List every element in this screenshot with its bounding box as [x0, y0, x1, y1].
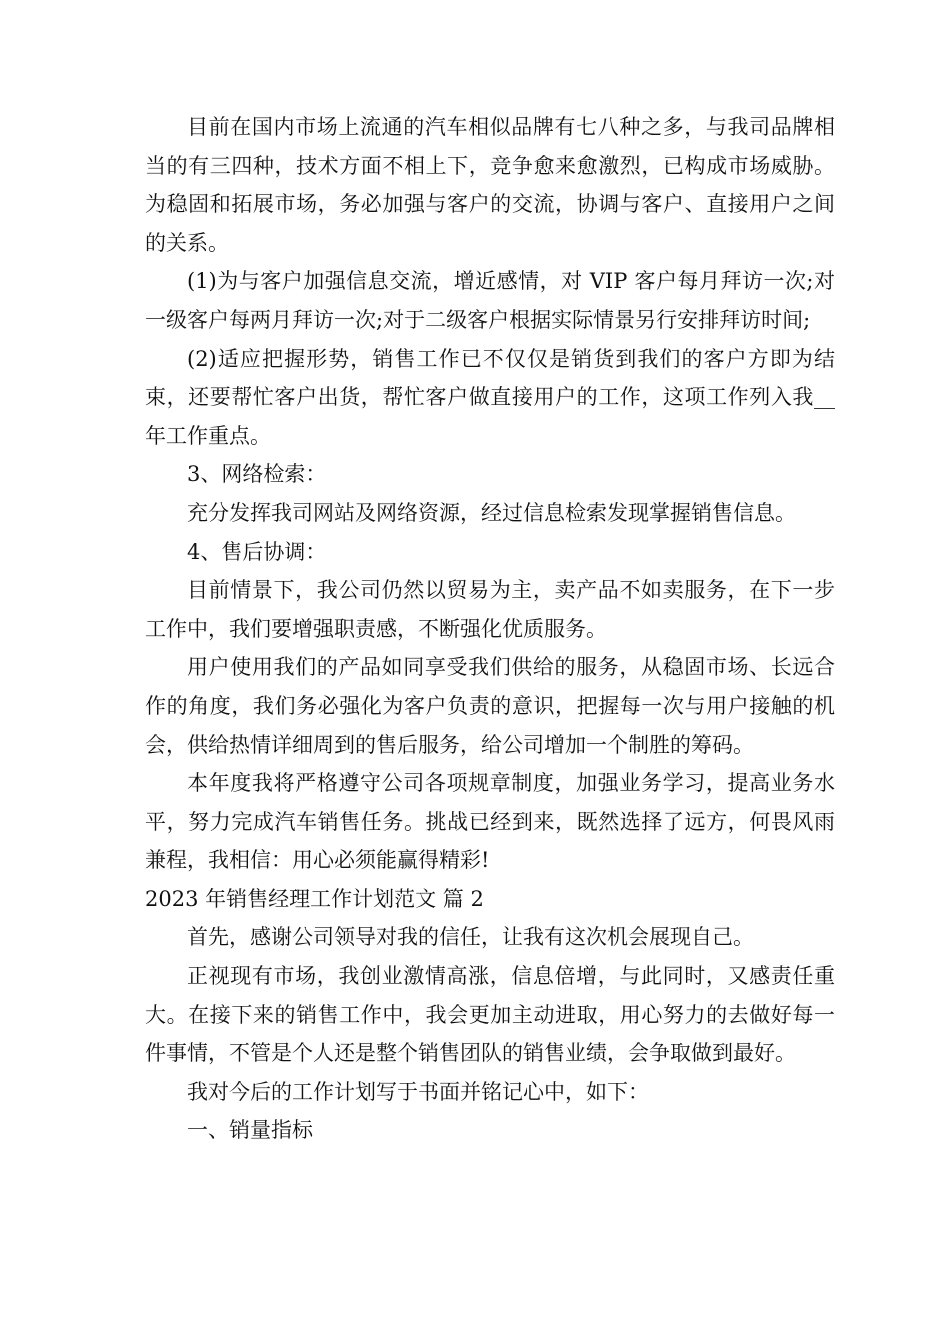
- paragraph-market-competition: 目前在国内市场上流通的汽车相似品牌有七八种之多，与我司品牌相当的有三四种，技术方面不相上下，竞争愈来愈激烈，已构成市场威胁。为稳固和拓展市场，务必加强与客户的交流，协调与客户、直接用户之间的关系。: [145, 115, 835, 255]
- subheading-network-search: 3、网络检索：: [187, 462, 327, 487]
- paragraph-plan-intro: 我对今后的工作计划写于书面并铭记心中，如下：: [187, 1079, 649, 1104]
- paragraph-customer-responsibility: 用户使用我们的产品如同享受我们供给的服务，从稳固市场、长远合作的角度，我们务必强化为客户负责的意识，把握每一次与用户接触的机会，供给热情详细周到的售后服务，给公司增加一个制胜的筹码。: [145, 655, 835, 757]
- document-body: [145, 108, 835, 1150]
- paragraph-market-outlook: 正视现有市场，我创业激情高涨，信息倍增，与此同时，又感责任重大。在接下来的销售工作中，我会更加主动进取，用心努力的去做好每一件事情，不管是个人还是整个销售团队的销售业绩，会争取做到最好。: [145, 964, 835, 1066]
- paragraph-market-adaptation: (2)适应把握形势，销售工作已不仅仅是销货到我们的客户方即为结束，还要帮忙客户出货，帮忙客户做直接用户的工作，这项工作列入我__年工作重点。: [145, 346, 835, 448]
- paragraph-annual-commitment: 本年度我将严格遵守公司各项规章制度，加强业务学习，提高业务水平，努力完成汽车销售任务。挑战已经到来，既然选择了远方，何畏风雨兼程，我相信：用心必须能赢得精彩!: [145, 771, 835, 873]
- subheading-sales-target: 一、销量指标: [187, 1118, 313, 1143]
- paragraph-thanks: 首先，感谢公司领导对我的信任，让我有这次机会展现自己。: [187, 925, 754, 950]
- subheading-after-sales: 4、售后协调：: [187, 539, 327, 564]
- paragraph-network-resources: 充分发挥我司网站及网络资源，经过信息检索发现掌握销售信息。: [187, 500, 796, 525]
- section-heading: 2023 年销售经理工作计划范文 篇 2: [145, 886, 484, 911]
- paragraph-service-focus: 目前情景下，我公司仍然以贸易为主，卖产品不如卖服务，在下一步工作中，我们要增强职责感，不断强化优质服务。: [145, 578, 835, 641]
- paragraph-customer-visits: (1)为与客户加强信息交流，增近感情，对 VIP 客户每月拜访一次;对一级客户每两月拜访一次;对于二级客户根据实际情景另行安排拜访时间;: [145, 269, 835, 332]
